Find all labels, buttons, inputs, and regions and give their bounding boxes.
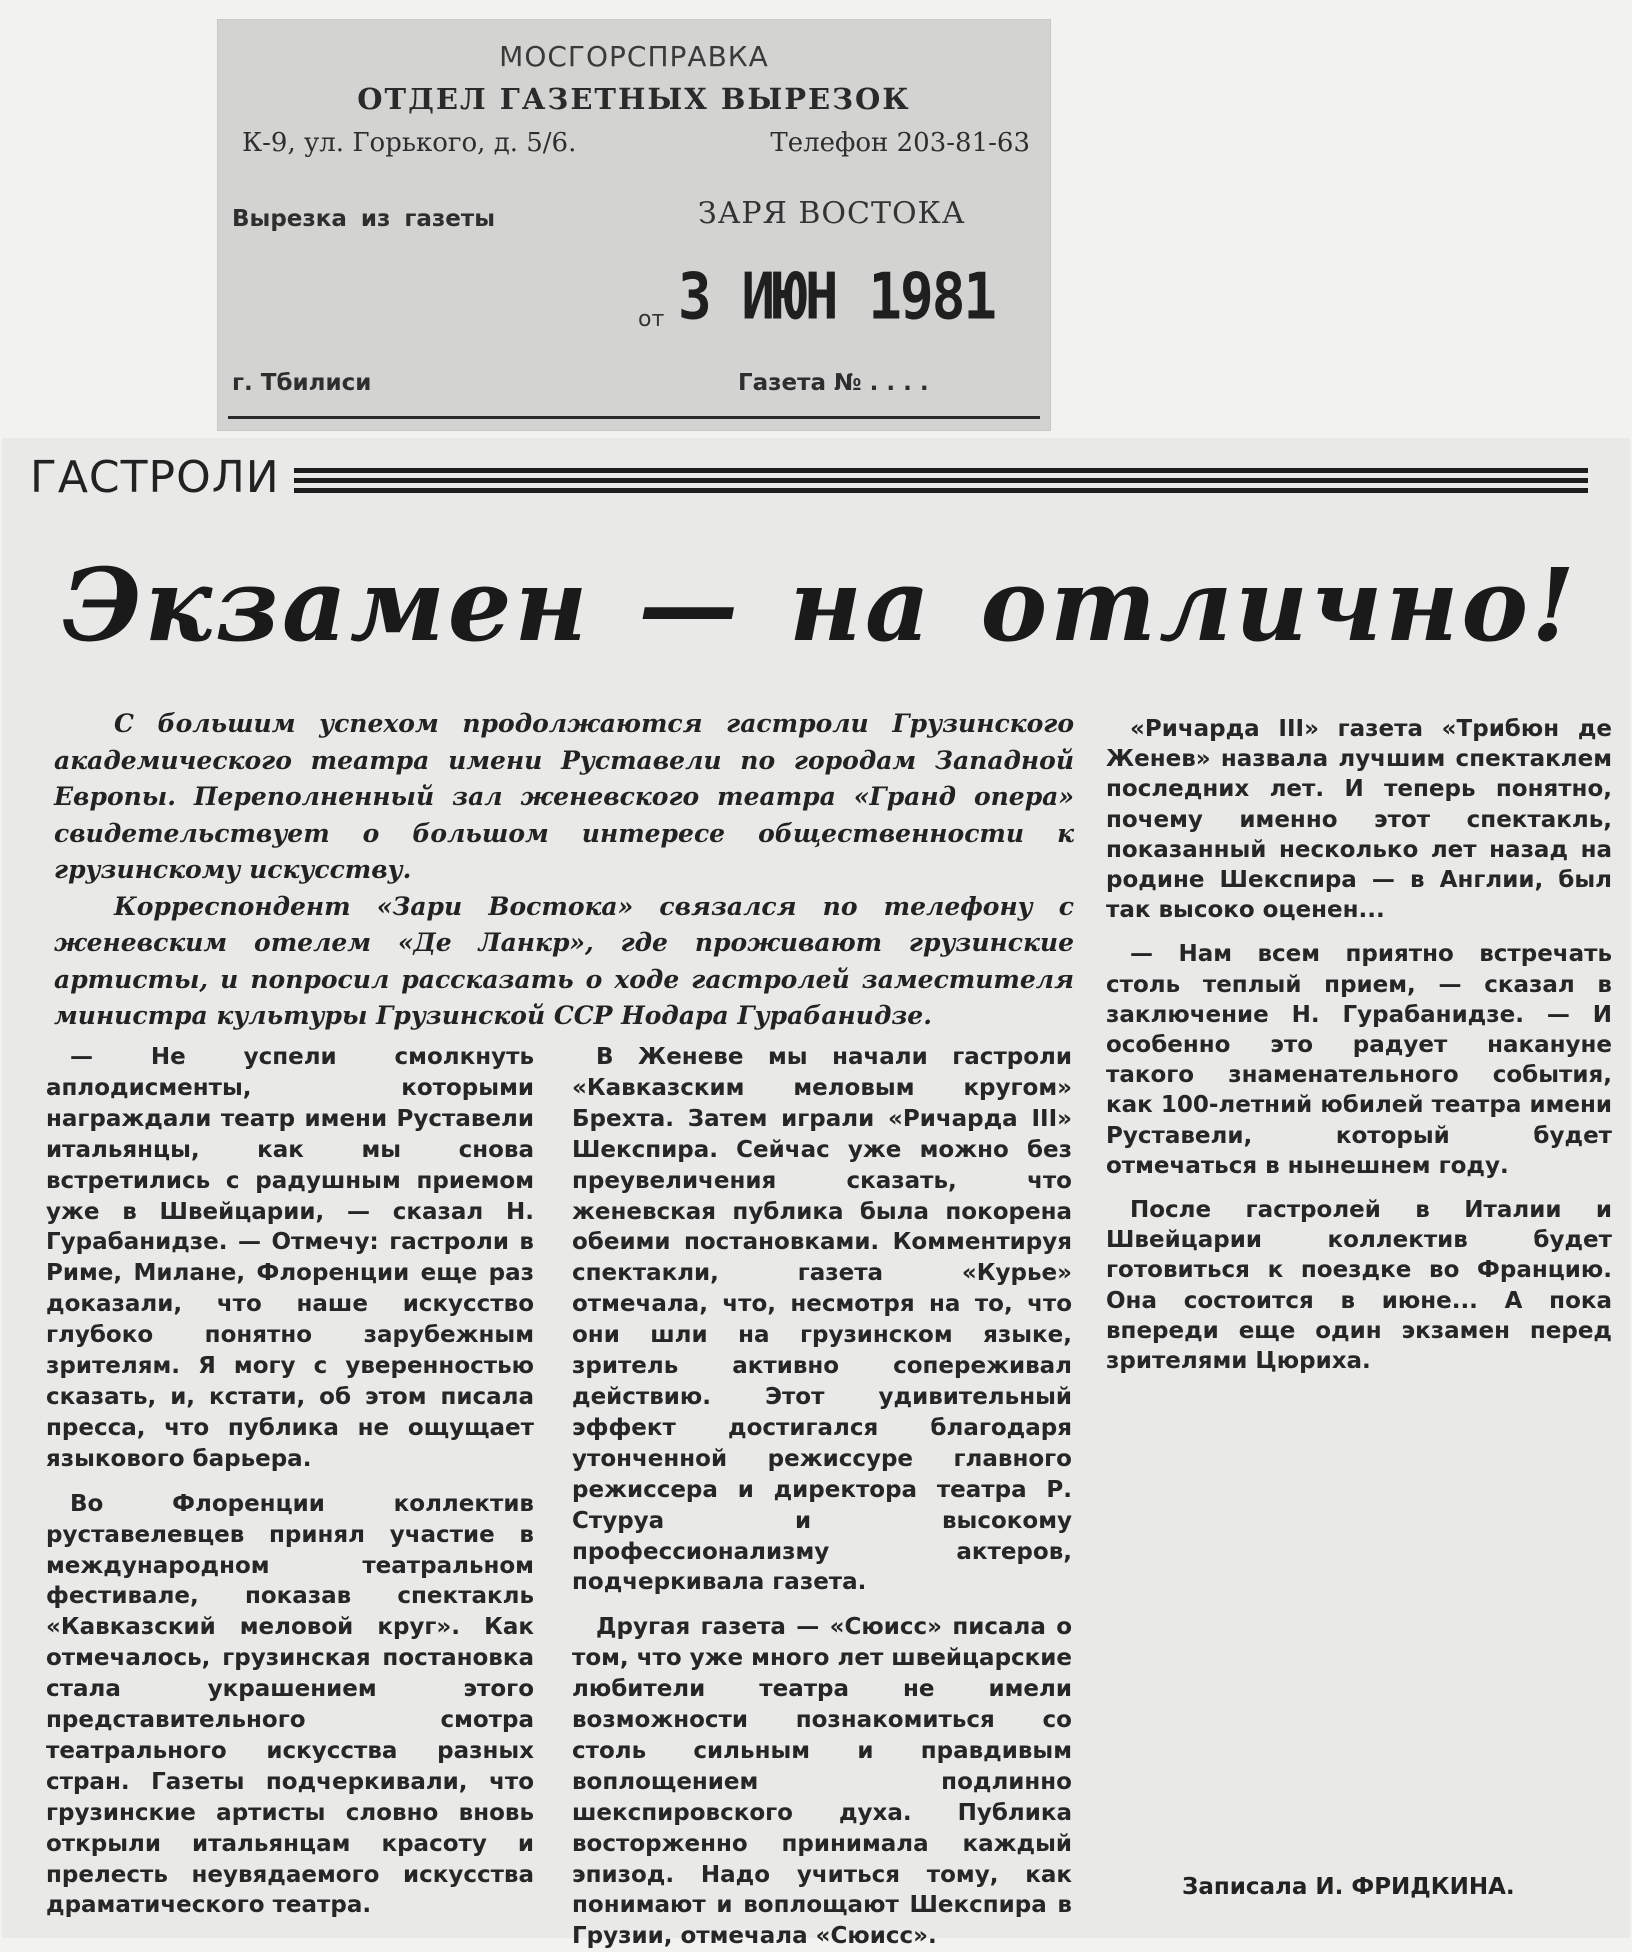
stamp-cut-label: Вырезка из газеты bbox=[232, 206, 496, 232]
stamp-agency-name: МОСГОРСПРАВКА bbox=[499, 40, 769, 73]
stamp-date: 3 ИЮН 1981 bbox=[678, 260, 996, 335]
lead-paragraph: С большим успехом продолжаются гастроли Грузинского академического театра имени Руставели по городам Западной Европы. Переполненный зал женевского театра «Гранд опера» свидетельствует о большом интересе общественности к грузинскому искусству. bbox=[54, 709, 1074, 884]
text-column-1 bbox=[46, 1042, 534, 1921]
article-headline: Экзамен — на отлично! bbox=[62, 546, 1578, 664]
stamp-address: К-9, ул. Горького, д. 5/6. bbox=[242, 128, 577, 158]
body-paragraph: Во Флоренции коллектив руставелевцев принял участие в международном театральном фестивале, показав спектакль «Кавказский меловой круг». Как отмечалось, грузинская постановка стала украшением этого представительного смотра театрального искусства разных стран. Газеты подчеркивали, что грузинские артисты словно вновь открыли итальянцам красоту и прелесть неувядаемого искусства драматического театра. bbox=[46, 1490, 534, 1919]
stamp-department: ОТДЕЛ ГАЗЕТНЫХ ВЫРЕЗОК bbox=[357, 82, 911, 116]
rule-line bbox=[294, 468, 1588, 473]
rubric-label: ГАСТРОЛИ bbox=[30, 452, 280, 503]
text-column-2 bbox=[572, 1042, 1072, 1952]
stamp-newspaper-name: ЗАРЯ ВОСТОКА bbox=[698, 196, 966, 231]
body-paragraph: — Не успели смолкнуть аплодисменты, которыми награждали театр имени Руставели итальянцы, как мы снова встретились с радушным приемом уже в Швейцарии, — сказал Н. Гурабанидзе. — Отмечу: гастроли в Риме, Милане, Флоренции еще раз доказали, что наше искусство глубоко понятно зарубежным зрителям. Я могу с уверенностью сказать, и, кстати, об этом писала пресса, что публика не ощущает языкового барьера. bbox=[46, 1044, 534, 1472]
body-paragraph: — Нам всем приятно встречать столь теплый прием, — сказал в заключение Н. Гурабанидзе. — И особенно это радует накануне такого знаменательного события, как 100-летний юбилей театра имени Руставели, который будет отмечаться в нынешнем году. bbox=[1106, 941, 1612, 1179]
body-paragraph: «Ричарда III» газета «Трибюн де Женев» назвала лучшим спектаклем последних лет. И теперь понятно, почему именно этот спектакль, показанный несколько лет назад на родине Шекспира — в Англии, был так высоко оценен... bbox=[1106, 716, 1612, 924]
stamp-issue-label: Газета № . . . . bbox=[738, 370, 929, 396]
rule-line bbox=[294, 488, 1588, 493]
body-paragraph: После гастролей в Италии и Швейцарии коллектив будет готовиться к поездке во Францию. Она состоится в июне... А пока впереди еще один экзамен перед зрителями Цюриха. bbox=[1106, 1197, 1612, 1375]
stamp-from-label: от bbox=[638, 307, 665, 332]
lead-paragraph: Корреспондент «Зари Востока» связался по телефону с женевским отелем «Де Ланкр», где проживают грузинские артисты, и попросил рассказать о ходе гастролей заместителя министра культуры Грузинской ССР Нодара Гурабанидзе. bbox=[54, 891, 1074, 1030]
article-lead bbox=[54, 706, 1074, 1035]
rubric-rules bbox=[294, 468, 1588, 498]
body-paragraph: В Женеве мы начали гастроли «Кавказским меловым кругом» Брехта. Затем играли «Ричарда III» Шекспира. Сейчас уже можно без преувеличения сказать, что женевская публика была покорена обеими постановками. Комментируя спектакли, газета «Курье» отмечала, что, несмотря на то, что они шли на грузинском языке, зритель активно сопереживал действию. Этот удивительный эффект достигался благодаря утонченной режиссуре главного режиссера и директора театра Р. Стуруа и высокому профессионализму актеров, подчеркивала газета. bbox=[572, 1044, 1072, 1596]
newspaper-clipping bbox=[2, 438, 1630, 1950]
rule-line bbox=[294, 478, 1588, 483]
article-signature: Записала И. ФРИДКИНА. bbox=[1182, 1874, 1515, 1900]
stamp-phone: Телефон 203-81-63 bbox=[770, 128, 1030, 158]
body-paragraph: Другая газета — «Сюисс» писала о том, что уже много лет швейцарские любители театра не имели возможности познакомиться со столь сильным и правдивым воплощением подлинно шекспировского духа. Публика восторженно принимала каждый эпизод. Надо учиться тому, как понимают и воплощают Шекспира в Грузии, отмечала «Сюисс». bbox=[572, 1614, 1072, 1950]
text-column-3 bbox=[1106, 714, 1612, 1376]
stamp-city: г. Тбилиси bbox=[232, 370, 372, 396]
stamp-divider bbox=[228, 416, 1040, 419]
clipping-bureau-stamp bbox=[218, 20, 1050, 430]
